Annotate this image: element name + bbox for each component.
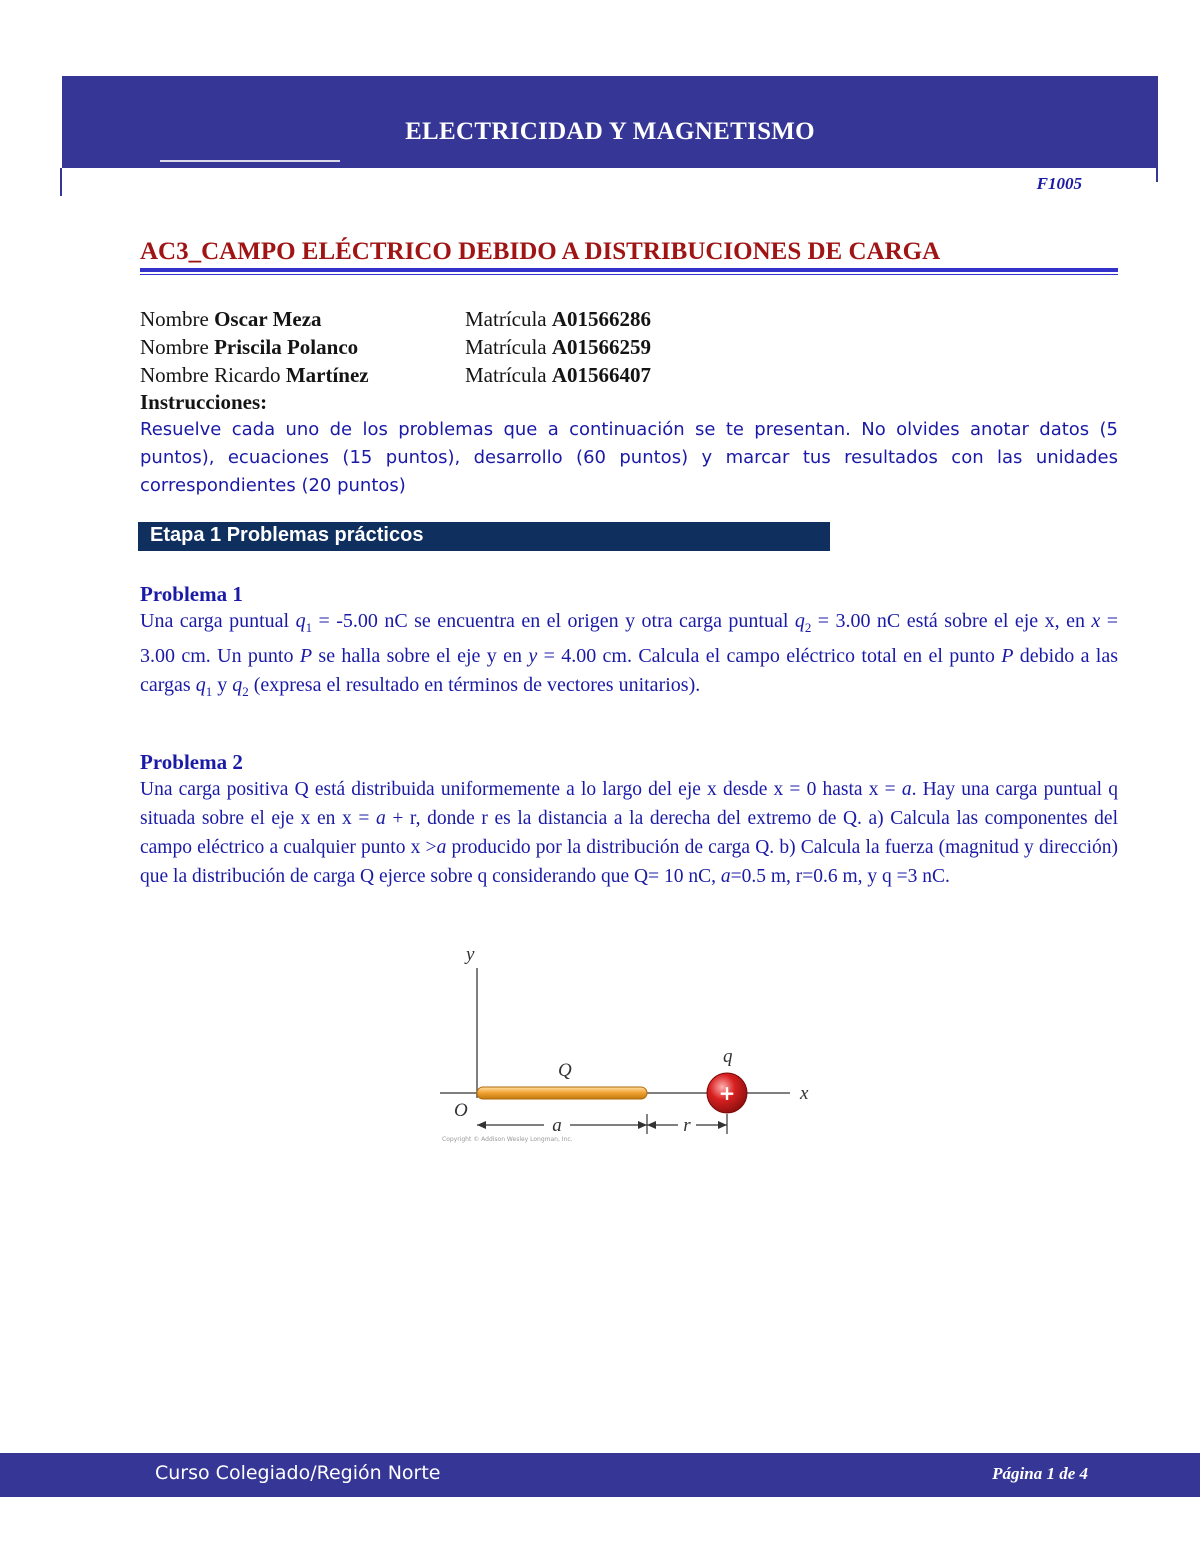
text-run: . Hay una carga puntual q situada sobre el eje x en x = bbox=[140, 779, 1118, 829]
id-field bbox=[465, 307, 651, 332]
id-label: Matrícula bbox=[465, 335, 547, 359]
charged-rod bbox=[477, 1087, 647, 1099]
course-code: F1005 bbox=[1036, 174, 1082, 193]
name-label: Nombre bbox=[140, 307, 209, 331]
id-value: A01566259 bbox=[551, 335, 652, 359]
var-a: a bbox=[436, 837, 447, 858]
subscript: 1 bbox=[205, 684, 213, 699]
text-run: = 3.00 nC está sobre el eje x, en bbox=[811, 610, 1092, 632]
id-field bbox=[465, 363, 651, 388]
subscript: 2 bbox=[804, 620, 812, 635]
instructions-heading: Instrucciones: bbox=[140, 390, 268, 414]
header-right-border bbox=[1156, 168, 1158, 182]
id-field bbox=[465, 335, 651, 360]
var-q: q bbox=[195, 674, 206, 696]
text-run: Una carga puntual bbox=[140, 610, 296, 632]
instructions-body: Resuelve cada uno de los problemas que a continuación se te presentan. No olvides anotar datos (5 puntos), ecuaciones (15 puntos), desarrollo (60 puntos) y marcar tus resultados con las unidades correspondientes (20 puntos) bbox=[140, 419, 1118, 496]
document-title: AC3_CAMPO ELÉCTRICO DEBIDO A DISTRIBUCIONES DE CARGA bbox=[140, 238, 941, 265]
id-label: Matrícula bbox=[465, 363, 547, 387]
text-run: = -5.00 nC se encuentra en el origen y otra carga puntual bbox=[312, 610, 795, 632]
title-rule-thin bbox=[140, 274, 1118, 275]
problem-1-body bbox=[140, 607, 1118, 706]
text-run: producido por la distribución de carga Q. b) Calcula la fuerza (magnitud y dirección) que la distribución de carga Q ejerce sobre q considerando que Q= 10 nC, bbox=[140, 837, 1118, 887]
problem-2-heading: Problema 2 bbox=[140, 750, 243, 774]
var-p: P bbox=[299, 645, 313, 667]
footer-course: Curso Colegiado/Región Norte bbox=[155, 1462, 441, 1484]
text-run: se halla sobre el eje y en bbox=[312, 645, 529, 667]
text-run: = 3.00 cm. Un punto bbox=[140, 610, 1118, 667]
text-run: =0.5 m, r=0.6 m, y q =3 nC. bbox=[730, 866, 950, 887]
arrowhead bbox=[647, 1121, 656, 1129]
title-rule bbox=[140, 268, 1118, 272]
stage-label: Etapa 1 Problemas prácticos bbox=[150, 524, 424, 546]
name-label: Nombre bbox=[140, 335, 209, 359]
subscript: 2 bbox=[242, 684, 249, 699]
page-number: Página 1 de 4 bbox=[992, 1464, 1088, 1483]
a-dimension-label: a bbox=[552, 1115, 562, 1136]
x-axis-label: x bbox=[800, 1083, 809, 1104]
y-axis-label: y bbox=[466, 944, 475, 965]
var-x: x bbox=[1091, 610, 1101, 632]
header-divider bbox=[160, 160, 340, 162]
text-run: Una carga positiva Q está distribuida uniformemente a lo largo del eje x desde x = 0 hasta x = bbox=[140, 779, 902, 800]
var-a: a bbox=[720, 866, 731, 887]
arrowhead bbox=[638, 1121, 647, 1129]
student-first-name: Ricardo bbox=[214, 363, 281, 387]
student-row bbox=[140, 363, 652, 388]
header-left-border bbox=[60, 168, 62, 196]
var-p: P bbox=[1001, 645, 1014, 667]
student-row bbox=[140, 335, 652, 360]
student-name: Priscila Polanco bbox=[214, 335, 359, 359]
var-a: a bbox=[901, 779, 912, 800]
var-q: q bbox=[295, 610, 306, 632]
header-title: ELECTRICIDAD Y MAGNETISMO bbox=[405, 118, 815, 145]
arrowhead bbox=[477, 1121, 486, 1129]
charge-label: q bbox=[723, 1046, 733, 1067]
id-value: A01566286 bbox=[551, 307, 652, 331]
student-row bbox=[140, 307, 652, 332]
text-run: + r, donde r es la distancia a la derecha del extremo de Q. a) Calcula las componentes del campo eléctrico a cualquier punto x > bbox=[140, 808, 1118, 858]
name-label: Nombre bbox=[140, 363, 209, 387]
charge-sign: + bbox=[718, 1081, 736, 1105]
id-value: A01566407 bbox=[551, 363, 652, 387]
var-q: q bbox=[794, 610, 805, 632]
rod-label: Q bbox=[558, 1060, 572, 1081]
student-name: Oscar Meza bbox=[214, 307, 322, 331]
var-a: a bbox=[375, 808, 386, 829]
text-run: debido a las cargas bbox=[140, 645, 1119, 696]
r-dimension-label: r bbox=[683, 1115, 691, 1136]
text-run: = 4.00 cm. Calcula el campo eléctrico total en el punto bbox=[537, 645, 1002, 667]
var-q: q bbox=[232, 674, 243, 696]
problem-2-body bbox=[140, 775, 1118, 891]
charge-distribution-figure bbox=[430, 938, 830, 1153]
var-y: y bbox=[528, 645, 538, 667]
student-name: Martínez bbox=[285, 363, 369, 387]
text-run: y bbox=[212, 674, 233, 696]
id-label: Matrícula bbox=[465, 307, 547, 331]
subscript: 1 bbox=[305, 620, 313, 635]
arrowhead bbox=[718, 1121, 727, 1129]
problem-1-heading: Problema 1 bbox=[140, 582, 243, 606]
figure-copyright: Copyright © Addison Wesley Longman, Inc. bbox=[442, 1136, 573, 1143]
text-run: (expresa el resultado en términos de vectores unitarios). bbox=[248, 674, 701, 696]
origin-label: O bbox=[454, 1100, 468, 1121]
